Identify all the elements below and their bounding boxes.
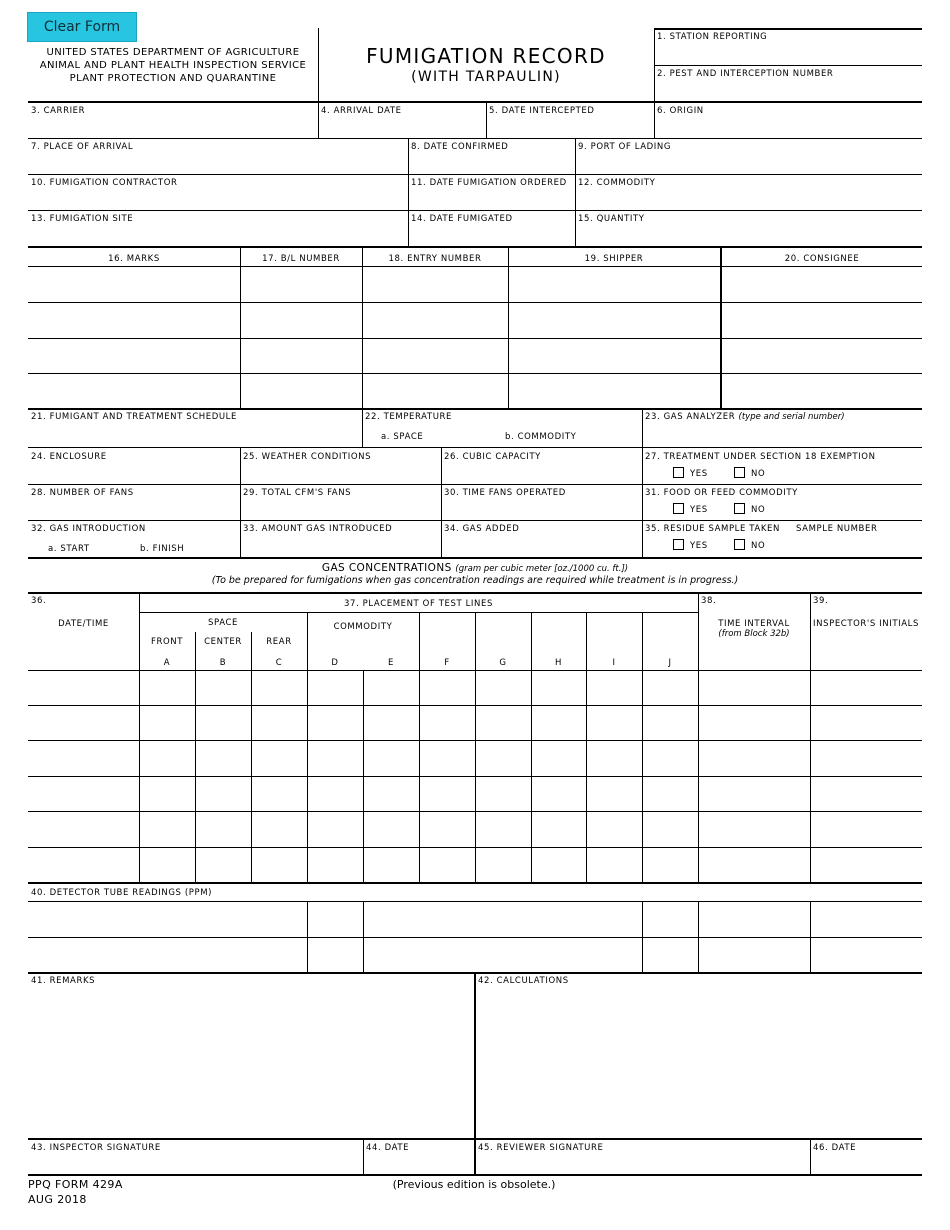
date-confirmed-label: 8. DATE CONFIRMED xyxy=(411,142,509,152)
food-feed-no-checkbox[interactable] xyxy=(734,503,745,514)
agency-line-3: PLANT PROTECTION AND QUARANTINE xyxy=(69,73,277,84)
fumigant-schedule-label: 21. FUMIGANT AND TREATMENT SCHEDULE xyxy=(31,412,237,422)
total-cfm-label: 29. TOTAL CFM'S FANS xyxy=(243,488,352,498)
residue-no-checkbox[interactable] xyxy=(734,539,745,550)
clear-form-button[interactable]: Clear Form xyxy=(27,12,137,42)
date-intercepted-label: 5. DATE INTERCEPTED xyxy=(489,106,595,116)
remarks-label: 41. REMARKS xyxy=(31,976,96,986)
date-fumigation-ordered-field[interactable] xyxy=(410,189,573,209)
food-feed-label: 31. FOOD OR FEED COMMODITY xyxy=(645,488,798,498)
placement-header: 37. PLACEMENT OF TEST LINES xyxy=(344,599,493,609)
gas-finish-label: b. FINISH xyxy=(140,544,185,554)
inspector-date-field[interactable] xyxy=(365,1154,472,1173)
commodity-header: COMMODITY xyxy=(333,622,393,632)
calculations-label: 42. CALCULATIONS xyxy=(478,976,569,986)
form-title: FUMIGATION RECORD xyxy=(366,44,606,68)
carrier-label: 3. CARRIER xyxy=(31,106,86,116)
gas-concentrations-title xyxy=(28,562,922,574)
inspector-initials-header: INSPECTOR'S INITIALS xyxy=(813,619,919,629)
bl-number-header: 17. B/L NUMBER xyxy=(262,254,340,264)
shipper-header: 19. SHIPPER xyxy=(584,254,644,264)
sample-number-label: SAMPLE NUMBER xyxy=(796,524,878,534)
residue-yes-checkbox[interactable] xyxy=(673,539,684,550)
calculations-field[interactable] xyxy=(478,988,920,1136)
datetime-number: 36. xyxy=(31,596,47,606)
fumigation-site-label: 13. FUMIGATION SITE xyxy=(31,214,134,224)
arrival-date-field[interactable] xyxy=(320,117,484,137)
origin-field[interactable] xyxy=(656,117,920,137)
quantity-label: 15. QUANTITY xyxy=(578,214,645,224)
gas-unit: (gram per cubic meter [oz./1000 cu. ft.]) xyxy=(455,564,629,574)
front-header: FRONT xyxy=(150,637,184,647)
form-date: AUG 2018 xyxy=(28,1193,87,1206)
gas-added-label: 34. GAS ADDED xyxy=(444,524,520,534)
reviewer-signature-field[interactable] xyxy=(478,1154,808,1173)
cubic-capacity-label: 26. CUBIC CAPACITY xyxy=(444,452,541,462)
gas-title: GAS CONCENTRATIONS xyxy=(321,562,452,574)
column-letter: J xyxy=(668,658,672,668)
pest-interception-label: 2. PEST AND INTERCEPTION NUMBER xyxy=(657,69,834,79)
interval-number: 38. xyxy=(701,596,717,606)
time-interval-header: TIME INTERVAL xyxy=(718,619,790,629)
gas-analyzer-note: (type and serial number) xyxy=(738,412,845,422)
inspector-signature-label: 43. INSPECTOR SIGNATURE xyxy=(31,1143,161,1153)
inspector-date-label: 44. DATE xyxy=(366,1143,410,1153)
column-letter: D xyxy=(331,658,339,668)
gas-introduction-label: 32. GAS INTRODUCTION xyxy=(31,524,146,534)
weather-conditions-label: 25. WEATHER CONDITIONS xyxy=(243,452,372,462)
entry-number-header: 18. ENTRY NUMBER xyxy=(388,254,482,264)
date-confirmed-field[interactable] xyxy=(410,153,573,173)
form-subtitle: (WITH TARPAULIN) xyxy=(411,69,561,85)
time-fans-operated-label: 30. TIME FANS OPERATED xyxy=(444,488,566,498)
food-feed-yes-label: YES xyxy=(690,505,708,515)
agency-line-2: ANIMAL AND PLANT HEALTH INSPECTION SERVICE xyxy=(39,60,307,71)
commodity-label: 12. COMMODITY xyxy=(578,178,656,188)
center-header: CENTER xyxy=(204,637,242,647)
gas-note: (To be prepared for fumigations when gas concentration readings are required while treatment is in progress.) xyxy=(211,575,739,586)
port-of-lading-label: 9. PORT OF LADING xyxy=(578,142,672,152)
initials-number: 39. xyxy=(813,596,829,606)
date-fumigation-ordered-label: 11. DATE FUMIGATION ORDERED xyxy=(411,178,567,188)
date-intercepted-field[interactable] xyxy=(488,117,652,137)
column-letter: I xyxy=(612,658,616,668)
station-reporting-label: 1. STATION REPORTING xyxy=(657,32,768,42)
agency-line-1: UNITED STATES DEPARTMENT OF AGRICULTURE xyxy=(46,47,300,58)
carrier-field[interactable] xyxy=(30,117,316,137)
food-feed-no-label: NO xyxy=(751,505,766,515)
reviewer-signature-label: 45. REVIEWER SIGNATURE xyxy=(478,1143,604,1153)
place-of-arrival-field[interactable] xyxy=(30,153,406,173)
temperature-space-label: a. SPACE xyxy=(381,432,424,442)
section18-yes-label: YES xyxy=(690,469,708,479)
section18-label: 27. TREATMENT UNDER SECTION 18 EXEMPTION xyxy=(645,452,876,462)
column-letter: A xyxy=(163,658,171,668)
consignee-header: 20. CONSIGNEE xyxy=(784,254,860,264)
origin-label: 6. ORIGIN xyxy=(657,106,704,116)
amount-gas-label: 33. AMOUNT GAS INTRODUCED xyxy=(243,524,393,534)
gas-start-label: a. START xyxy=(48,544,90,554)
column-letter: H xyxy=(555,658,562,668)
reviewer-date-label: 46. DATE xyxy=(813,1143,857,1153)
pest-interception-field[interactable] xyxy=(656,79,920,101)
residue-no-label: NO xyxy=(751,541,766,551)
marks-header: 16. MARKS xyxy=(108,254,160,264)
column-letter: C xyxy=(275,658,283,668)
fumigation-site-field[interactable] xyxy=(30,225,406,245)
date-fumigated-field[interactable] xyxy=(410,225,573,245)
gas-analyzer-label xyxy=(645,412,845,422)
column-letter: G xyxy=(499,658,507,668)
enclosure-label: 24. ENCLOSURE xyxy=(31,452,107,462)
time-interval-note: (from Block 32b) xyxy=(718,629,790,639)
section18-no-checkbox[interactable] xyxy=(734,467,745,478)
date-fumigated-label: 14. DATE FUMIGATED xyxy=(411,214,513,224)
detector-tube-label: 40. DETECTOR TUBE READINGS (PPM) xyxy=(31,888,213,898)
inspector-signature-field[interactable] xyxy=(30,1154,361,1173)
commodity-field[interactable] xyxy=(577,189,920,209)
column-letter: E xyxy=(388,658,394,668)
fumigation-contractor-label: 10. FUMIGATION CONTRACTOR xyxy=(31,178,178,188)
temperature-label: 22. TEMPERATURE xyxy=(365,412,453,422)
residue-sample-label: 35. RESIDUE SAMPLE TAKEN xyxy=(645,524,780,534)
section18-no-label: NO xyxy=(751,469,766,479)
datetime-header: DATE/TIME xyxy=(58,619,109,629)
obsolete-note: (Previous edition is obsolete.) xyxy=(392,1178,556,1191)
form-number: PPQ FORM 429A xyxy=(28,1178,123,1191)
temperature-commodity-label: b. COMMODITY xyxy=(505,432,577,442)
residue-yes-label: YES xyxy=(690,541,708,551)
agency-block xyxy=(28,46,318,85)
quantity-field[interactable] xyxy=(577,225,920,245)
food-feed-yes-checkbox[interactable] xyxy=(673,503,684,514)
column-letter: F xyxy=(444,658,450,668)
arrival-date-label: 4. ARRIVAL DATE xyxy=(321,106,402,116)
number-of-fans-label: 28. NUMBER OF FANS xyxy=(31,488,134,498)
port-of-lading-field[interactable] xyxy=(577,153,920,173)
place-of-arrival-label: 7. PLACE OF ARRIVAL xyxy=(31,142,134,152)
fumigation-contractor-field[interactable] xyxy=(30,189,406,209)
remarks-field[interactable] xyxy=(30,988,472,1136)
column-letter: B xyxy=(219,658,227,668)
rear-header: REAR xyxy=(266,637,292,647)
reviewer-date-field[interactable] xyxy=(812,1154,920,1173)
station-reporting-field[interactable] xyxy=(656,42,920,64)
section18-yes-checkbox[interactable] xyxy=(673,467,684,478)
space-header: SPACE xyxy=(208,618,238,628)
gas-analyzer-text: 23. GAS ANALYZER xyxy=(645,412,736,422)
